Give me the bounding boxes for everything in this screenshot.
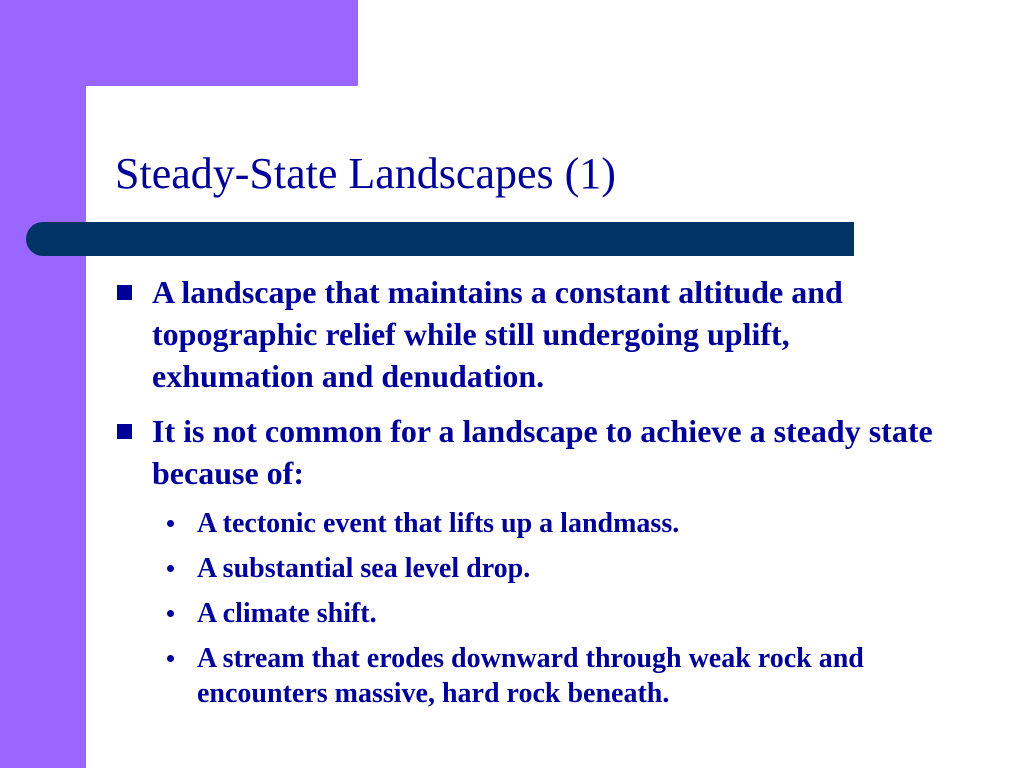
square-bullet-icon bbox=[117, 285, 132, 300]
dot-bullet-icon bbox=[167, 610, 174, 617]
slide-title: Steady-State Landscapes (1) bbox=[115, 149, 616, 198]
bullet-item: A landscape that maintains a constant altitude and topographic relief while still undergoing uplift, exhumation and denudation. bbox=[152, 274, 843, 394]
dot-bullet-icon bbox=[167, 565, 174, 572]
sub-bullet-item: A tectonic event that lifts up a landmass. bbox=[197, 508, 680, 539]
bullet-item: It is not common for a landscape to achieve a steady state because of: bbox=[152, 413, 933, 491]
sub-bullet-item: A stream that erodes downward through weak rock and encounters massive, hard rock beneath. bbox=[197, 643, 864, 709]
sub-bullet-item: A climate shift. bbox=[197, 598, 377, 629]
dot-bullet-icon bbox=[167, 520, 174, 527]
sub-bullet-item: A substantial sea level drop. bbox=[197, 553, 531, 584]
dot-bullet-icon bbox=[167, 655, 174, 662]
square-bullet-icon bbox=[117, 424, 132, 439]
